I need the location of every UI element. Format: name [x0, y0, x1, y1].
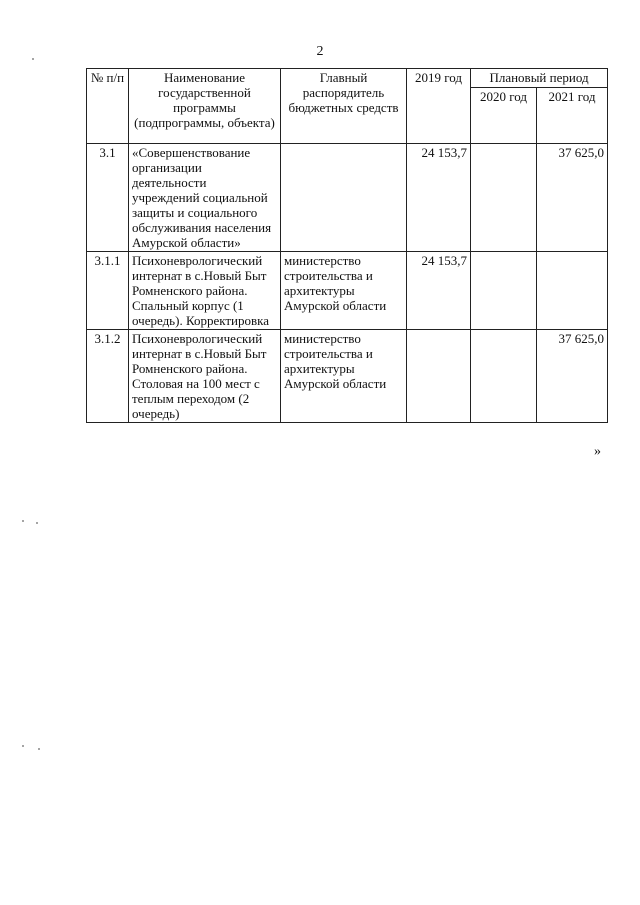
- row-name: «Совершенствование организации деятельности учреждений социальной защиты и социального обслуживания населения Амурской области»: [129, 144, 281, 252]
- header-num: № п/п: [87, 69, 129, 144]
- scan-artifact: [38, 748, 40, 750]
- row-manager: [281, 144, 407, 252]
- row-manager: министерство строительства и архитектуры Амурской области: [281, 330, 407, 423]
- table-row: [87, 144, 608, 252]
- table-row: [87, 252, 608, 330]
- row-name: Психоневрологический интернат в с.Новый Быт Ромненского района. Спальный корпус (1 очередь). Корректировка: [129, 252, 281, 330]
- row-2020: [471, 144, 537, 252]
- header-planned-period: Плановый период: [471, 69, 608, 88]
- header-2021: 2021 год: [537, 88, 608, 144]
- row-name: Психоневрологический интернат в с.Новый Быт Ромненского района. Столовая на 100 мест с теплым переходом (2 очередь): [129, 330, 281, 423]
- row-2021: 37 625,0: [537, 330, 608, 423]
- budget-table: [86, 68, 608, 423]
- row-2020: [471, 252, 537, 330]
- page-number: 2: [316, 44, 324, 59]
- scan-artifact: [36, 522, 38, 524]
- row-num: 3.1: [87, 144, 129, 252]
- row-2021: [537, 252, 608, 330]
- row-2021: 37 625,0: [537, 144, 608, 252]
- closing-quote: »: [594, 444, 601, 459]
- row-2019: 24 153,7: [407, 252, 471, 330]
- header-name: Наименование государственной программы (подпрограммы, объекта): [129, 69, 281, 144]
- row-2019: [407, 330, 471, 423]
- table-header-row: [87, 69, 608, 88]
- scan-artifact: [32, 58, 34, 60]
- row-2020: [471, 330, 537, 423]
- header-2019: 2019 год: [407, 69, 471, 144]
- row-manager: министерство строительства и архитектуры Амурской области: [281, 252, 407, 330]
- row-num: 3.1.1: [87, 252, 129, 330]
- header-2020: 2020 год: [471, 88, 537, 144]
- table-row: [87, 330, 608, 423]
- scan-artifact: [22, 745, 24, 747]
- scan-artifact: [22, 520, 24, 522]
- row-2019: 24 153,7: [407, 144, 471, 252]
- header-manager: Главный распорядитель бюджетных средств: [281, 69, 407, 144]
- row-num: 3.1.2: [87, 330, 129, 423]
